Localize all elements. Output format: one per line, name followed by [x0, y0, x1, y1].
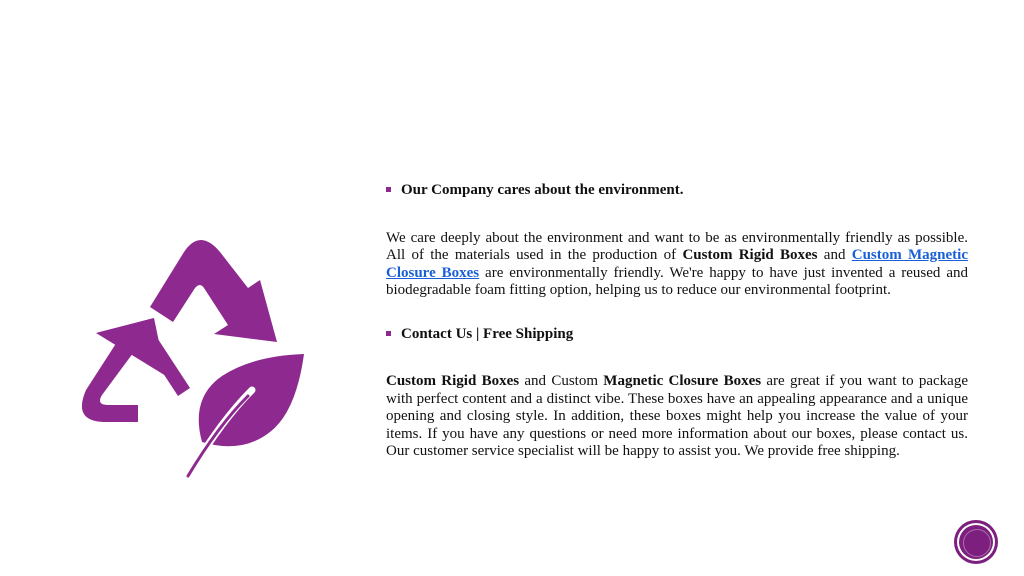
paragraph-text: and Custom [519, 373, 604, 389]
environment-paragraph [386, 230, 968, 300]
contact-paragraph [386, 373, 968, 461]
section-heading-contact [386, 326, 968, 344]
bold-product-name: Custom Rigid Boxes [386, 373, 520, 389]
recycle-leaf-icon [72, 230, 312, 480]
heading-text: Our Company cares about the environment. [401, 182, 684, 198]
paragraph-text: We care deeply about the environment and want to be as environmentally friendly as possible. All of the materials used in the production of [386, 229, 968, 263]
recycle-arrow-top [150, 240, 277, 342]
bold-product-name: Custom Rigid Boxes [682, 247, 818, 263]
bullet-icon [386, 331, 391, 336]
bold-product-name: Magnetic Closure Boxes [603, 373, 762, 389]
paragraph-text: are environmentally friendly. We're happy to have just invented a reused and biodegradable foam fitting option, helping us to reduce our environmental footprint. [386, 264, 968, 298]
paragraph-text: are great if you want to package with perfect content and a distinct vibe. These boxes have an appealing appearance and a unique opening and closing style. In addition, these boxes might help you increase the value of your items. If you have any questions or need more information about our boxes, please contact us. Our customer service specialist will be happy to assist you. We provide free shipping. [386, 373, 968, 459]
heading-text: Contact Us | Free Shipping [401, 325, 574, 342]
content [386, 182, 968, 461]
bullet-icon [386, 187, 391, 192]
corner-badge-icon [957, 523, 995, 561]
magnetic-closure-boxes-link[interactable]: Custom Magnetic Closure Boxes [386, 247, 968, 281]
section-heading-environment [386, 182, 968, 200]
paragraph-text: and [817, 247, 852, 263]
